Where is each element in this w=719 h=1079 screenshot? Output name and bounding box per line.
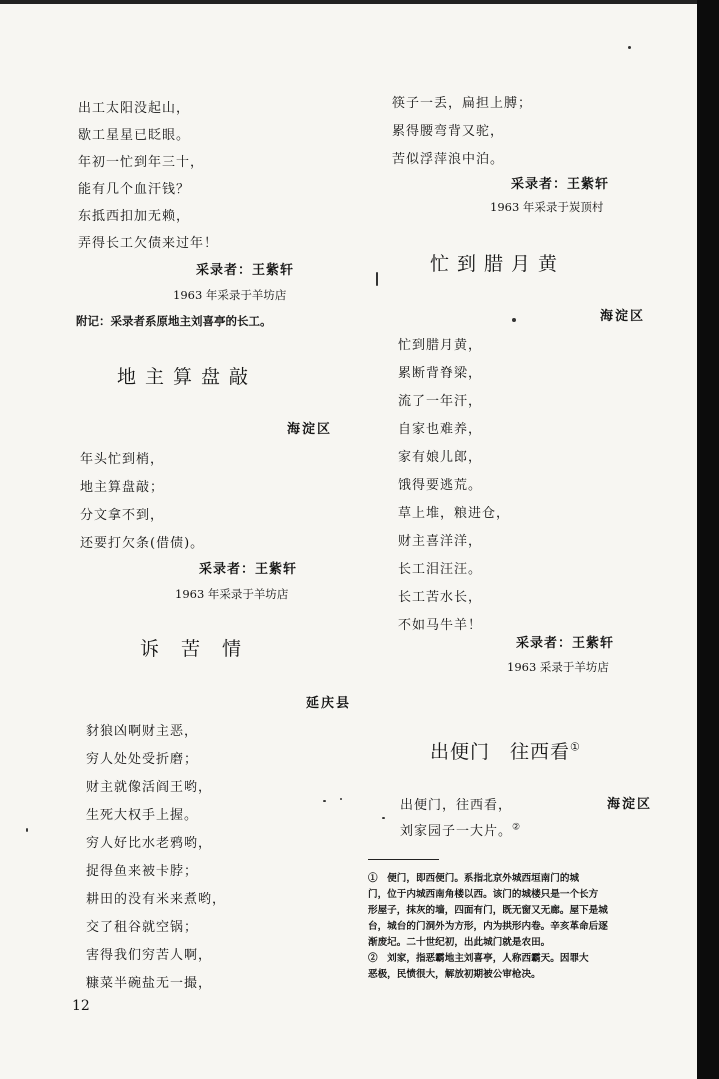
poem2-date: 1963 年采录于羊坊店 (175, 587, 289, 601)
poem4-line: 累断背脊梁， (398, 366, 483, 381)
poem5-line-text: 刘家园子一大片。 (400, 824, 513, 839)
poem4-line: 流了一年汗， (398, 394, 483, 409)
poem4-line: 草上堆，粮进仓， (398, 506, 511, 521)
scan-speck (382, 817, 385, 819)
footnote-line: 渐废圮。二十世纪初，出此城门就是农田。 (368, 937, 551, 948)
poem3-line: 糠菜半碗盐无一撮， (86, 976, 213, 991)
poem1-note: 附记：采录者系原地主刘喜亭的长工。 (76, 314, 272, 328)
poem4-title: 忙到腊月黄 (430, 253, 566, 275)
poem3-title: 诉苦情 (140, 638, 264, 660)
poem1-line: 弄得长工欠债来过年！ (78, 236, 219, 251)
continued-line: 苦似浮萍浪中泊。 (392, 152, 505, 167)
poem1-collector: 采录者：王紫轩 (196, 263, 295, 278)
poem5-title (430, 737, 581, 764)
poem4-line: 自家也难养， (398, 422, 483, 437)
poem4-collector: 采录者：王紫轩 (516, 636, 615, 651)
poem3-line: 豺狼凶啊财主恶， (86, 724, 199, 739)
poem3-line: 财主就像活阎王哟， (86, 780, 213, 795)
poem4-date: 1963 采录于羊坊店 (507, 660, 609, 674)
poem2-line: 还要打欠条(借债)。 (80, 536, 205, 551)
footnote-line: 门，位于内城西南角楼以西。该门的城楼只是一个长方 (368, 889, 599, 900)
poem3-region: 延庆县 (306, 696, 352, 711)
footnote-marker-2: ② (512, 822, 522, 833)
poem3-line: 害得我们穷苦人啊， (86, 948, 213, 963)
footnote-line: ② 刘家，指恶霸地主刘喜亭，人称西霸天。因罪大 (368, 953, 589, 964)
scan-speck (26, 828, 28, 832)
poem1-date: 1963 年采录于羊坊店 (173, 288, 287, 302)
poem2-line: 分文拿不到， (80, 508, 165, 523)
poem4-line: 长工苦水长， (398, 590, 483, 605)
poem4-line: 家有娘儿郎， (398, 450, 483, 465)
scan-speck (376, 272, 378, 286)
poem1-line: 歇工星星已眨眼。 (78, 128, 191, 143)
poem3-line: 交了租谷就空锅； (86, 920, 199, 935)
footnote-line: 形屋子，抹灰的墙，四面有门，既无窗又无廊。屋下是城 (368, 905, 608, 916)
poem5-region: 海淀区 (607, 797, 653, 812)
footnote-marker-1: ① (570, 740, 581, 754)
poem4-line: 不如马牛羊！ (398, 618, 483, 633)
continued-line: 筷子一丢，扁担上膊； (392, 96, 533, 111)
poem1-line: 东抵西扣加无赖， (78, 209, 191, 224)
poem1-line: 年初一忙到年三十， (78, 155, 205, 170)
footnote-line: 恶极，民愤很大，解放初期被公审枪决。 (368, 969, 541, 980)
page-number: 12 (72, 998, 90, 1014)
scan-speck (628, 46, 631, 49)
poem1-line: 出工太阳没起山， (78, 101, 191, 116)
poem1-line: 能有几个血汗钱？ (78, 182, 191, 197)
poem3-line: 生死大权手上握。 (86, 808, 199, 823)
scan-edge-right (697, 0, 719, 1079)
poem3-line: 捉得鱼来被卡脖； (86, 864, 199, 879)
footnote-line: ① 便门，即西便门。系指北京外城西垣南门的城 (368, 873, 580, 884)
poem2-region: 海淀区 (287, 422, 333, 437)
poem4-line: 忙到腊月黄， (398, 338, 483, 353)
scan-speck (512, 318, 516, 322)
continued-line: 累得腰弯背又驼， (392, 124, 505, 139)
scan-speck (323, 800, 326, 802)
poem3-line: 耕田的没有米来煮哟， (86, 892, 227, 907)
poem2-line: 地主算盘敲； (80, 480, 165, 495)
poem2-title: 地主算盘敲 (117, 366, 258, 388)
scan-edge-top (0, 0, 719, 4)
poem4-line: 饿得要逃荒。 (398, 478, 483, 493)
poem4-line: 长工泪汪汪。 (398, 562, 483, 577)
poem4-line: 财主喜洋洋， (398, 534, 483, 549)
poem2-collector: 采录者：王紫轩 (199, 562, 298, 577)
footnote-divider (368, 859, 439, 860)
poem4-region: 海淀区 (600, 309, 646, 324)
poem2-line: 年头忙到梢， (80, 452, 165, 467)
poem5-line: 出便门，往西看， (400, 798, 513, 813)
continued-date: 1963 年采录于炭顶村 (490, 200, 604, 214)
continued-collector: 采录者：王紫轩 (511, 177, 610, 192)
footnote-line: 台，城台的门洞外为方形，内为拱形内卷。辛亥革命后逐 (368, 921, 608, 932)
scan-speck (340, 798, 342, 800)
poem5-title-text: 出便门 往西看 (430, 741, 571, 763)
poem3-line: 穷人好比水老鸦哟， (86, 836, 213, 851)
poem3-line: 穷人处处受折磨； (86, 752, 199, 767)
poem5-line (400, 820, 521, 839)
